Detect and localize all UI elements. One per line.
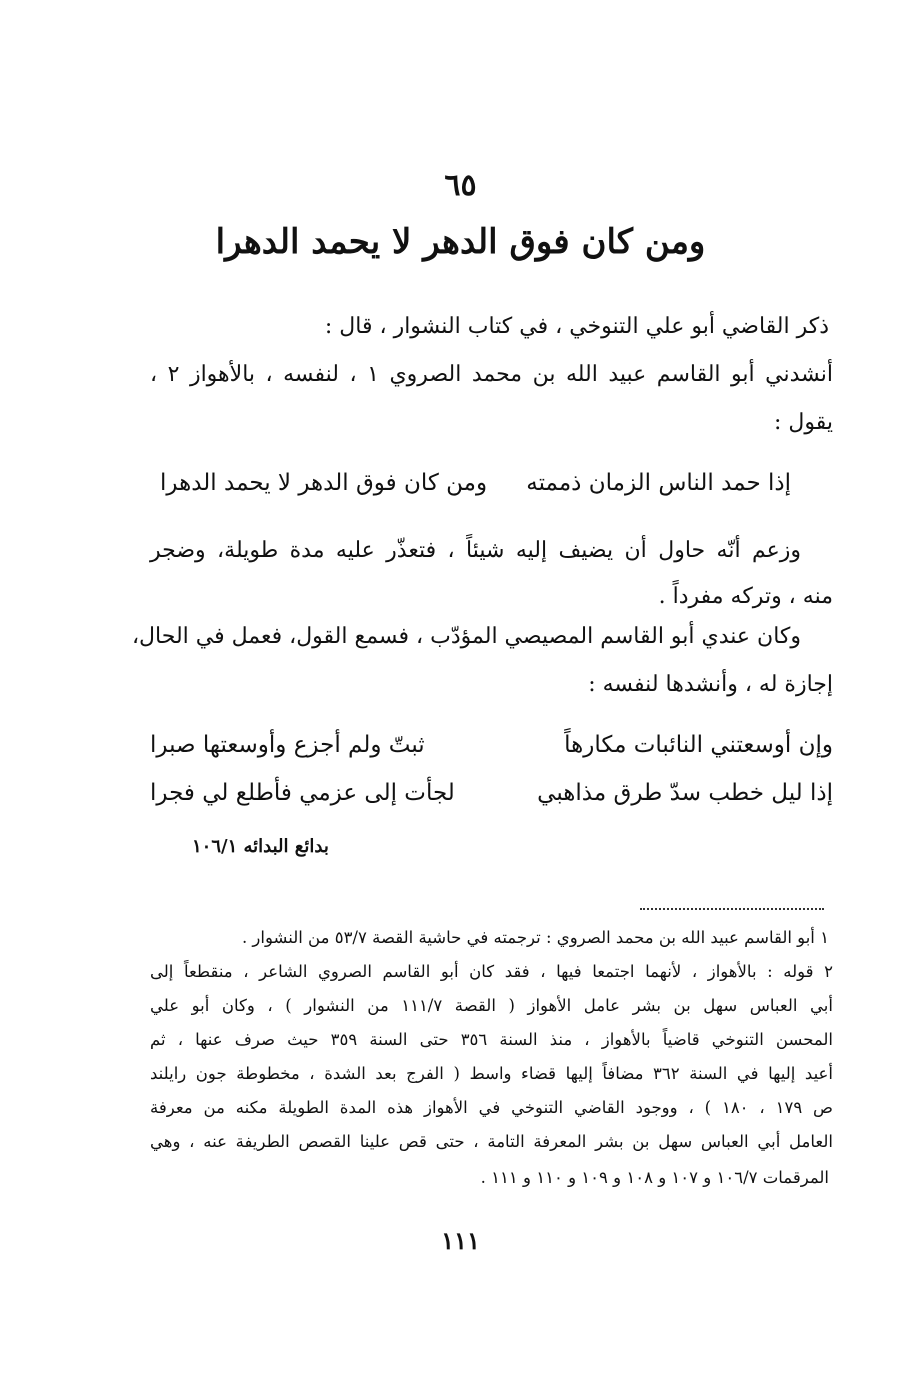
footnote-2-line-7: المرقمات ١٠٦/٧ و ١٠٧ و ١٠٨ و ١٠٩ و ١١٠ و ١١١ . <box>480 1168 829 1187</box>
footnote-2-line-1: ٢ قوله : بالأهواز ، لأنهما اجتمعا فيها ، فقد كان أبو القاسم الصروي الشاعر ، منقطعاً إلى <box>150 962 833 981</box>
verse-1 <box>160 470 791 496</box>
verse-2-line-1 <box>150 732 833 758</box>
story-number: ٦٥ <box>444 168 477 203</box>
verse-2-line-2 <box>150 780 833 806</box>
intro-line-3: يقول : <box>773 410 833 435</box>
source-reference: بدائع البدائه ١٠٦/١ <box>192 836 329 857</box>
verse-2-line-2-hemistich-a: إذا ليل خطب سدّ طرق مذاهبي <box>537 780 833 806</box>
verse-2-line-1-hemistich-a: وإن أوسعتني النائبات مكارهاً <box>564 732 833 758</box>
paragraph-3-line-1: وكان عندي أبو القاسم المصيصي المؤدّب ، فسمع القول، فعمل في الحال، <box>131 624 801 649</box>
paragraph-3-line-2: إجازة له ، وأنشدها لنفسه : <box>588 672 833 697</box>
verse-2-line-1-hemistich-b: ثبتّ ولم أجزع وأوسعتها صبرا <box>150 732 425 758</box>
verse-1-hemistich-b: ومن كان فوق الدهر لا يحمد الدهرا <box>160 470 488 496</box>
footnote-2-line-3: المحسن التنوخي قاضياً بالأهواز ، منذ السنة ٣٥٦ حتى السنة ٣٥٩ حيث صرف عنها ، ثم <box>150 1030 834 1049</box>
footnote-2-line-2: أبي العباس سهل بن بشر عامل الأهواز ( القصة ١١١/٧ من النشوار ) ، وكان أبو علي <box>150 996 833 1015</box>
footnote-2-line-6: العامل أبي العباس سهل بن بشر المعرفة التامة ، حتى قص علينا القصص الطريفة عنه ، وهي <box>150 1132 833 1151</box>
paragraph-2-line-2: منه ، وتركه مفرداً . <box>658 584 833 609</box>
page-number: ١١١ <box>441 1226 480 1255</box>
footnote-divider <box>640 908 824 910</box>
footnote-2-line-4: أعيد إليها في السنة ٣٦٢ مضافاً إليها قضاء واسط ( الفرج بعد الشدة ، مخطوطة جون رايلند <box>150 1064 833 1083</box>
paragraph-2-line-1: وزعم أنّه حاول أن يضيف إليه شيئاً ، فتعذّر عليه مدة طويلة، وضجر <box>150 538 801 563</box>
intro-line-1: ذكر القاضي أبو علي التنوخي ، في كتاب النشوار ، قال : <box>324 314 829 339</box>
footnote-1: ١ أبو القاسم عبيد الله بن محمد الصروي : ترجمته في حاشية القصة ٥٣/٧ من النشوار . <box>241 928 829 947</box>
story-title: ومن كان فوق الدهر لا يحمد الدهرا <box>215 222 706 262</box>
intro-line-2: أنشدني أبو القاسم عبيد الله بن محمد الصروي ١ ، لنفسه ، بالأهواز ٢ ، <box>150 362 834 387</box>
verse-2-line-2-hemistich-b: لجأت إلى عزمي فأطلع لي فجرا <box>150 780 455 806</box>
footnote-2-line-5: ص ١٧٩ ، ١٨٠ ) ، ووجود القاضي التنوخي في الأهواز هذه المدة الطويلة مكنه من معرفة <box>150 1098 833 1117</box>
verse-1-hemistich-a: إذا حمد الناس الزمان ذممته <box>526 470 791 496</box>
